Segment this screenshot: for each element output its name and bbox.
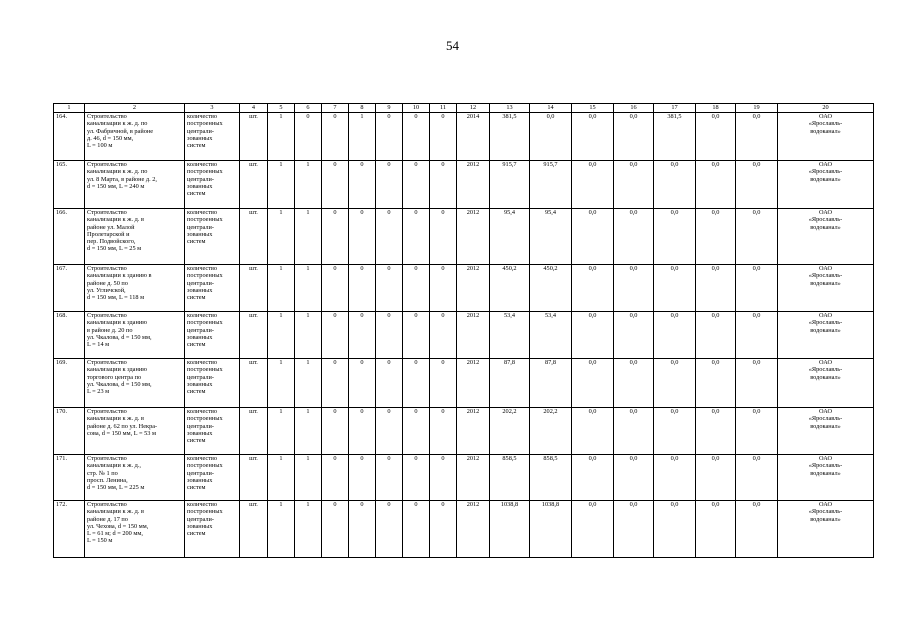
column-header: 9 — [376, 104, 403, 113]
amount-cell: 0,0 — [736, 408, 778, 455]
value-cell: 0 — [430, 359, 457, 408]
indicator-cell: количество построенных централи- зованных систем — [185, 359, 240, 408]
amount-cell: 0,0 — [572, 113, 614, 161]
amount-cell: 0,0 — [696, 501, 736, 558]
amount-cell: 858,5 — [530, 455, 572, 501]
amount-cell: 1038,8 — [530, 501, 572, 558]
value-cell: 1 — [268, 501, 295, 558]
amount-cell: 0,0 — [572, 209, 614, 265]
amount-cell: 0,0 — [614, 265, 654, 312]
description-cell: Строительство канализации к ж. д. по ул. 8 Марта, в районе д. 2, d = 150 мм, L = 240 м — [85, 161, 185, 209]
amount-cell: 53,4 — [490, 312, 530, 359]
table-row — [54, 455, 874, 501]
amount-cell: 0,0 — [614, 501, 654, 558]
amount-cell: 0,0 — [614, 455, 654, 501]
description-cell: Строительство канализации к ж. д., стр. № 1 по просп. Ленина, d = 150 мм, L = 225 м — [85, 455, 185, 501]
amount-cell: 0,0 — [736, 501, 778, 558]
data-table — [53, 103, 874, 558]
organization-cell: ОАО «Ярославль- водоканал» — [778, 455, 874, 501]
column-header: 19 — [736, 104, 778, 113]
amount-cell: 0,0 — [614, 209, 654, 265]
amount-cell: 0,0 — [654, 312, 696, 359]
indicator-cell: количество построенных централи- зованных систем — [185, 312, 240, 359]
value-cell: 0 — [376, 455, 403, 501]
column-header: 14 — [530, 104, 572, 113]
column-header: 11 — [430, 104, 457, 113]
value-cell: 0 — [349, 408, 376, 455]
value-cell: 1 — [349, 113, 376, 161]
amount-cell: 0,0 — [696, 312, 736, 359]
description-cell: Строительство канализации к зданию в районе д. 50 по ул. Угличской, d = 150 мм, L = 118 м — [85, 265, 185, 312]
column-header: 16 — [614, 104, 654, 113]
description-cell: Строительство канализации к ж. д. в районе д. 17 по ул. Чехова, d = 150 мм, L = 61 м; d = 200 мм, L = 150 м — [85, 501, 185, 558]
description-cell: Строительство канализации к зданию торгового центра по ул. Чкалова, d = 150 мм, L = 23 м — [85, 359, 185, 408]
amount-cell: 0,0 — [736, 359, 778, 408]
organization-cell: ОАО «Ярославль- водоканал» — [778, 501, 874, 558]
value-cell: 0 — [376, 501, 403, 558]
value-cell: 0 — [322, 359, 349, 408]
column-header: 7 — [322, 104, 349, 113]
value-cell: 0 — [376, 312, 403, 359]
value-cell: 1 — [295, 265, 322, 312]
value-cell: 0 — [349, 501, 376, 558]
column-header: 8 — [349, 104, 376, 113]
year-cell: 2012 — [457, 161, 490, 209]
amount-cell: 95,4 — [490, 209, 530, 265]
amount-cell: 0,0 — [572, 265, 614, 312]
indicator-cell: количество построенных централи- зованных систем — [185, 455, 240, 501]
amount-cell: 450,2 — [490, 265, 530, 312]
value-cell: 1 — [268, 312, 295, 359]
amount-cell: 0,0 — [614, 113, 654, 161]
amount-cell: 381,5 — [490, 113, 530, 161]
value-cell: 0 — [403, 408, 430, 455]
table-row — [54, 408, 874, 455]
table-row — [54, 265, 874, 312]
row-number: 164. — [54, 113, 85, 161]
table-row — [54, 209, 874, 265]
amount-cell: 0,0 — [572, 408, 614, 455]
amount-cell: 0,0 — [696, 265, 736, 312]
amount-cell: 0,0 — [696, 408, 736, 455]
amount-cell: 381,5 — [654, 113, 696, 161]
year-cell: 2012 — [457, 312, 490, 359]
value-cell: 1 — [295, 501, 322, 558]
unit-cell: шт. — [240, 209, 268, 265]
organization-cell: ОАО «Ярославль- водоканал» — [778, 161, 874, 209]
column-header: 12 — [457, 104, 490, 113]
column-header: 15 — [572, 104, 614, 113]
column-header: 3 — [185, 104, 240, 113]
amount-cell: 0,0 — [696, 161, 736, 209]
column-header: 18 — [696, 104, 736, 113]
amount-cell: 0,0 — [572, 161, 614, 209]
value-cell: 0 — [322, 455, 349, 501]
amount-cell: 0,0 — [736, 312, 778, 359]
value-cell: 1 — [268, 113, 295, 161]
year-cell: 2012 — [457, 455, 490, 501]
value-cell: 0 — [403, 161, 430, 209]
unit-cell: шт. — [240, 312, 268, 359]
amount-cell: 858,5 — [490, 455, 530, 501]
value-cell: 1 — [268, 359, 295, 408]
value-cell: 0 — [403, 359, 430, 408]
value-cell: 1 — [295, 408, 322, 455]
amount-cell: 87,8 — [490, 359, 530, 408]
value-cell: 0 — [376, 113, 403, 161]
column-header: 20 — [778, 104, 874, 113]
amount-cell: 0,0 — [614, 359, 654, 408]
indicator-cell: количество построенных централи- зованных систем — [185, 408, 240, 455]
value-cell: 0 — [430, 209, 457, 265]
amount-cell: 0,0 — [736, 265, 778, 312]
indicator-cell: количество построенных централи- зованных систем — [185, 113, 240, 161]
amount-cell: 0,0 — [654, 161, 696, 209]
value-cell: 0 — [322, 312, 349, 359]
value-cell: 1 — [268, 265, 295, 312]
organization-cell: ОАО «Ярославль- водоканал» — [778, 113, 874, 161]
unit-cell: шт. — [240, 161, 268, 209]
value-cell: 0 — [403, 455, 430, 501]
value-cell: 1 — [268, 455, 295, 501]
amount-cell: 0,0 — [696, 359, 736, 408]
value-cell: 0 — [322, 113, 349, 161]
value-cell: 0 — [322, 265, 349, 312]
year-cell: 2012 — [457, 408, 490, 455]
organization-cell: ОАО «Ярославль- водоканал» — [778, 265, 874, 312]
row-number: 170. — [54, 408, 85, 455]
organization-cell: ОАО «Ярославль- водоканал» — [778, 408, 874, 455]
value-cell: 1 — [268, 408, 295, 455]
unit-cell: шт. — [240, 455, 268, 501]
value-cell: 0 — [430, 265, 457, 312]
organization-cell: ОАО «Ярославль- водоканал» — [778, 359, 874, 408]
amount-cell: 87,8 — [530, 359, 572, 408]
year-cell: 2012 — [457, 359, 490, 408]
row-number: 167. — [54, 265, 85, 312]
amount-cell: 450,2 — [530, 265, 572, 312]
unit-cell: шт. — [240, 501, 268, 558]
value-cell: 1 — [268, 161, 295, 209]
indicator-cell: количество построенных централи- зованных систем — [185, 265, 240, 312]
amount-cell: 0,0 — [654, 209, 696, 265]
value-cell: 0 — [430, 113, 457, 161]
value-cell: 0 — [403, 113, 430, 161]
value-cell: 0 — [349, 359, 376, 408]
value-cell: 0 — [349, 161, 376, 209]
description-cell: Строительство канализации к ж. д. в районе д. 62 по ул. Некра- сова, d = 150 мм, L = 53 м — [85, 408, 185, 455]
amount-cell: 0,0 — [736, 161, 778, 209]
indicator-cell: количество построенных централи- зованных систем — [185, 209, 240, 265]
value-cell: 0 — [403, 501, 430, 558]
value-cell: 0 — [295, 113, 322, 161]
organization-cell: ОАО «Ярославль- водоканал» — [778, 312, 874, 359]
amount-cell: 1038,8 — [490, 501, 530, 558]
year-cell: 2014 — [457, 113, 490, 161]
value-cell: 0 — [403, 312, 430, 359]
description-cell: Строительство канализации к ж. д. в районе ул. Малой Пролетарской и пер. Подвойского, d = 150 мм, L = 25 м — [85, 209, 185, 265]
year-cell: 2012 — [457, 501, 490, 558]
amount-cell: 0,0 — [736, 113, 778, 161]
row-number: 169. — [54, 359, 85, 408]
indicator-cell: количество построенных централи- зованных систем — [185, 501, 240, 558]
value-cell: 0 — [403, 209, 430, 265]
amount-cell: 0,0 — [572, 501, 614, 558]
description-cell: Строительство канализации к ж. д. по ул. Фабричной, в районе д. 46, d = 150 мм, L = 100 м — [85, 113, 185, 161]
value-cell: 1 — [268, 209, 295, 265]
column-header: 10 — [403, 104, 430, 113]
amount-cell: 0,0 — [736, 209, 778, 265]
value-cell: 0 — [430, 455, 457, 501]
column-header: 5 — [268, 104, 295, 113]
amount-cell: 202,2 — [530, 408, 572, 455]
value-cell: 0 — [349, 209, 376, 265]
table-row — [54, 501, 874, 558]
amount-cell: 53,4 — [530, 312, 572, 359]
year-cell: 2012 — [457, 265, 490, 312]
row-number: 172. — [54, 501, 85, 558]
amount-cell: 0,0 — [736, 455, 778, 501]
value-cell: 0 — [322, 408, 349, 455]
unit-cell: шт. — [240, 265, 268, 312]
value-cell: 0 — [376, 359, 403, 408]
amount-cell: 915,7 — [530, 161, 572, 209]
value-cell: 0 — [403, 265, 430, 312]
amount-cell: 0,0 — [696, 209, 736, 265]
indicator-cell: количество построенных централи- зованных систем — [185, 161, 240, 209]
column-header: 13 — [490, 104, 530, 113]
column-header: 17 — [654, 104, 696, 113]
amount-cell: 0,0 — [654, 265, 696, 312]
value-cell: 0 — [322, 501, 349, 558]
value-cell: 0 — [430, 312, 457, 359]
table-row — [54, 312, 874, 359]
value-cell: 0 — [322, 209, 349, 265]
amount-cell: 0,0 — [654, 501, 696, 558]
table-row — [54, 359, 874, 408]
amount-cell: 0,0 — [614, 161, 654, 209]
unit-cell: шт. — [240, 359, 268, 408]
amount-cell: 202,2 — [490, 408, 530, 455]
unit-cell: шт. — [240, 408, 268, 455]
amount-cell: 0,0 — [696, 113, 736, 161]
amount-cell: 0,0 — [572, 312, 614, 359]
column-header: 6 — [295, 104, 322, 113]
amount-cell: 0,0 — [654, 455, 696, 501]
value-cell: 1 — [295, 209, 322, 265]
value-cell: 0 — [349, 455, 376, 501]
amount-cell: 0,0 — [696, 455, 736, 501]
amount-cell: 0,0 — [654, 408, 696, 455]
value-cell: 0 — [430, 161, 457, 209]
row-number: 165. — [54, 161, 85, 209]
description-cell: Строительство канализации к зданию в районе д. 20 по ул. Чкалова, d = 150 мм, L = 14 м — [85, 312, 185, 359]
value-cell: 1 — [295, 312, 322, 359]
row-number: 166. — [54, 209, 85, 265]
amount-cell: 0,0 — [530, 113, 572, 161]
value-cell: 0 — [376, 161, 403, 209]
amount-cell: 95,4 — [530, 209, 572, 265]
page-number: 54 — [446, 38, 459, 53]
year-cell: 2012 — [457, 209, 490, 265]
value-cell: 0 — [349, 265, 376, 312]
value-cell: 0 — [430, 501, 457, 558]
header-row — [54, 104, 874, 113]
value-cell: 0 — [376, 408, 403, 455]
value-cell: 0 — [376, 209, 403, 265]
value-cell: 1 — [295, 359, 322, 408]
value-cell: 0 — [376, 265, 403, 312]
amount-cell: 915,7 — [490, 161, 530, 209]
organization-cell: ОАО «Ярославль- водоканал» — [778, 209, 874, 265]
column-header: 2 — [85, 104, 185, 113]
amount-cell: 0,0 — [654, 359, 696, 408]
amount-cell: 0,0 — [614, 312, 654, 359]
column-header: 1 — [54, 104, 85, 113]
value-cell: 1 — [295, 161, 322, 209]
table-row — [54, 113, 874, 161]
column-header: 4 — [240, 104, 268, 113]
value-cell: 0 — [349, 312, 376, 359]
row-number: 168. — [54, 312, 85, 359]
amount-cell: 0,0 — [614, 408, 654, 455]
unit-cell: шт. — [240, 113, 268, 161]
amount-cell: 0,0 — [572, 455, 614, 501]
value-cell: 1 — [295, 455, 322, 501]
row-number: 171. — [54, 455, 85, 501]
value-cell: 0 — [430, 408, 457, 455]
amount-cell: 0,0 — [572, 359, 614, 408]
value-cell: 0 — [322, 161, 349, 209]
table-row — [54, 161, 874, 209]
